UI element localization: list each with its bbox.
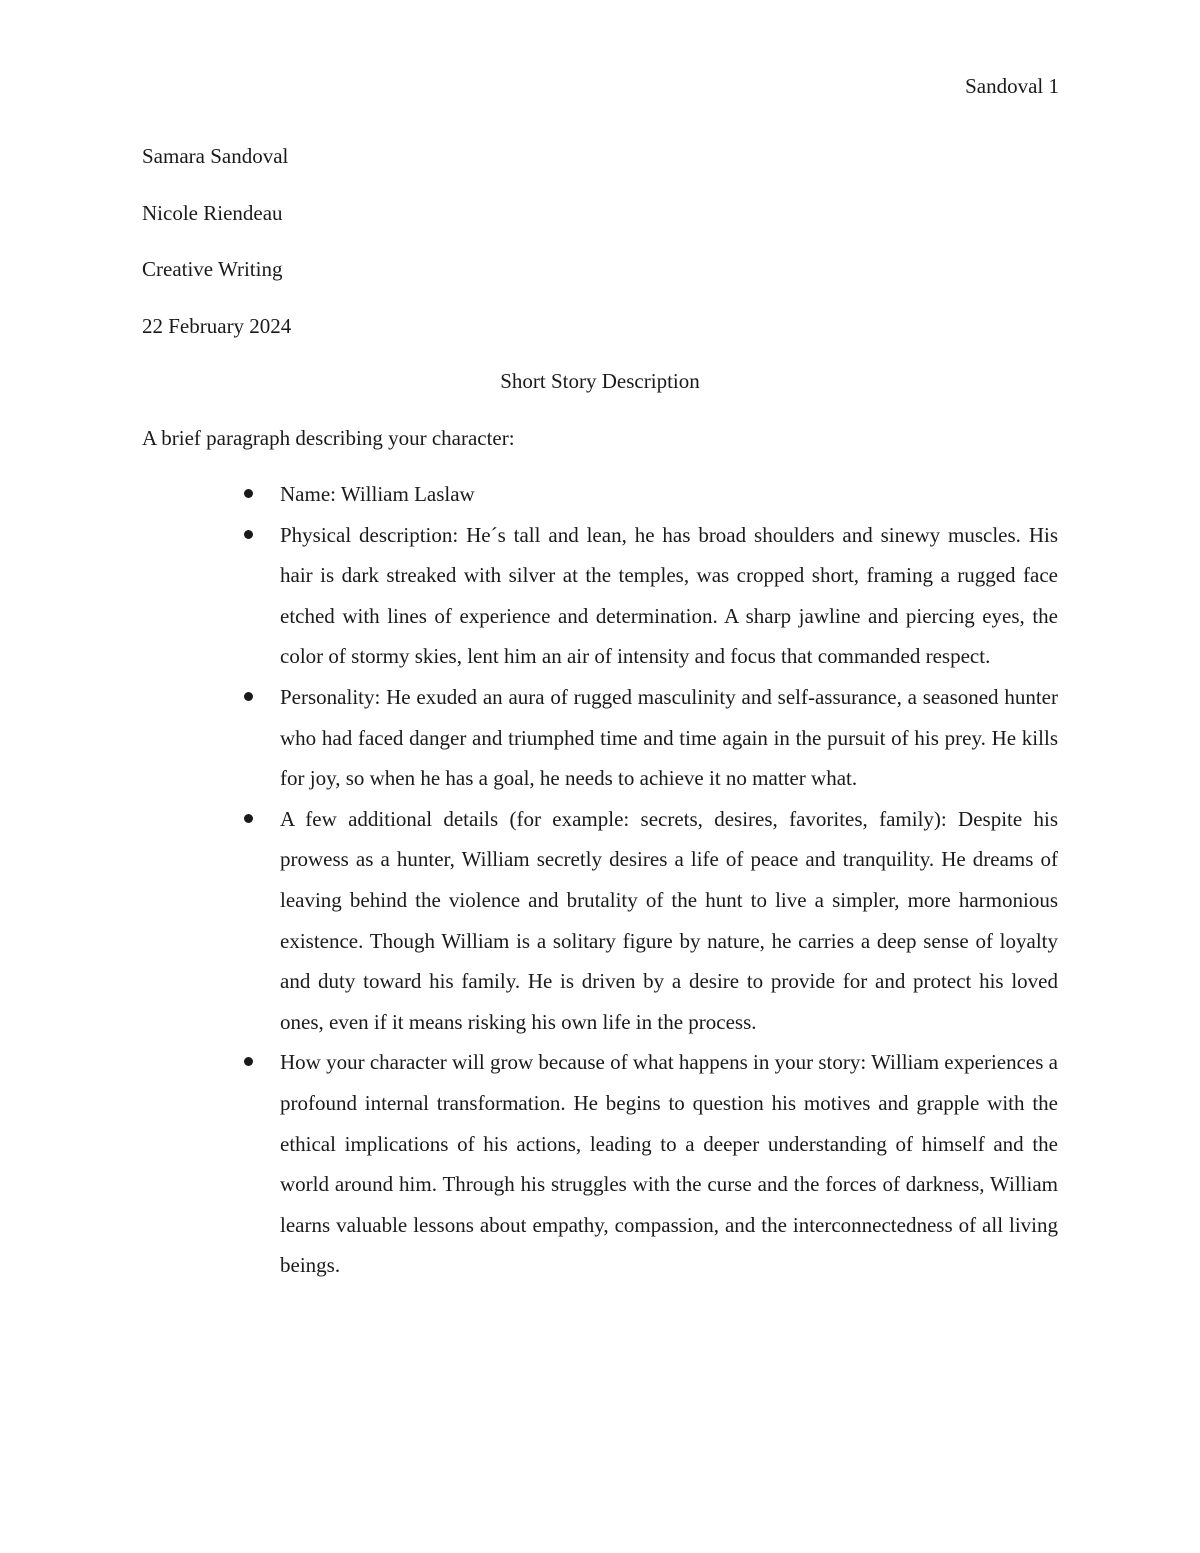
student-name: Samara Sandoval	[142, 144, 289, 168]
bullet-icon	[244, 530, 253, 539]
course-name: Creative Writing	[142, 257, 283, 281]
bullet-item-character-growth	[280, 1042, 1058, 1286]
date: 22 February 2024	[142, 313, 292, 338]
bullet-icon	[244, 814, 253, 823]
intro-line: A brief paragraph describing your character:	[142, 426, 515, 450]
bullet-item-additional-details	[280, 799, 1058, 1043]
bullet-icon	[244, 1057, 253, 1066]
bullet-text: Physical description: He´s tall and lean, he has broad shoulders and sinewy muscles. His hair is dark streaked with silver at the temples, was cropped short, framing a rugged face etched with lines of experience and determination. A sharp jawline and piercing eyes, the color of stormy skies, lent him an air of intensity and focus that commanded respect.	[280, 522, 1058, 669]
bullet-item-personality	[280, 677, 1058, 799]
instructor-name: Nicole Riendeau	[142, 200, 283, 225]
bullet-text: A few additional details (for example: secrets, desires, favorites, family): Despite his prowess as a hunter, William secretly desires a life of peace and tranquility. He dreams of leaving behind the violence and brutality of the hunt to live a simpler, more harmonious existence. Though William is a solitary figure by nature, he carries a deep sense of loyalty and duty toward his family. He is driven by a desire to provide for and protect his loved ones, even if it means risking his own life in the process.	[280, 806, 1058, 1034]
bullet-text: Personality: He exuded an aura of rugged masculinity and self-assurance, a seasoned hunter who had faced danger and triumphed time and time again in the pursuit of his prey. He kills for joy, so when he has a goal, he needs to achieve it no matter what.	[280, 684, 1058, 791]
running-head: Sandoval 1	[965, 74, 1059, 98]
bullet-text: Name: William Laslaw	[280, 482, 475, 506]
document-title: Short Story Description	[500, 369, 700, 393]
bullet-item-physical-description	[280, 515, 1058, 677]
bullet-icon	[244, 489, 253, 498]
character-bullet-list	[280, 474, 1058, 1286]
bullet-item-name	[280, 474, 1058, 515]
bullet-icon	[244, 692, 253, 701]
bullet-text: How your character will grow because of what happens in your story: William experiences a profound internal transformation. He begins to question his motives and grapple with the ethical implications of his actions, leading to a deeper understanding of himself and the world around him. Through his struggles with the curse and the forces of darkness, William learns valuable lessons about empathy, compassion, and the interconnectedness of all living beings.	[280, 1050, 1058, 1278]
mla-heading	[142, 142, 1058, 368]
